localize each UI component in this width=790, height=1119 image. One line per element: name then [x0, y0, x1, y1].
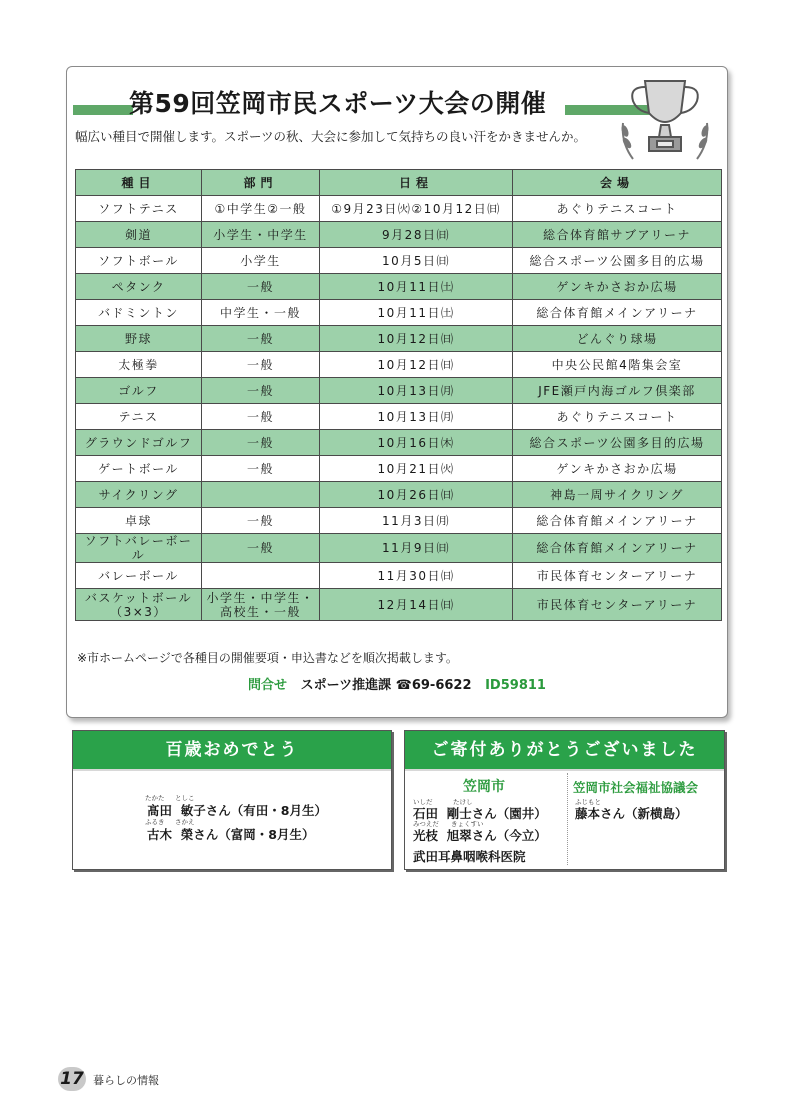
ruby-text: たけし	[453, 798, 473, 806]
cell-venue: ゲンキかさおか広場	[513, 456, 722, 482]
donor-detail: さん（新横島）	[600, 806, 688, 821]
cell-sport: 卓球	[76, 508, 202, 534]
table-row	[76, 274, 722, 300]
event-schedule-table	[75, 169, 722, 621]
table-row	[76, 404, 722, 430]
cell-date: ①9月23日㈫②10月12日㈰	[320, 196, 513, 222]
cell-sport: バドミントン	[76, 300, 202, 326]
ruby-text: さかえ	[175, 818, 195, 826]
cell-date: 11月9日㈰	[320, 534, 513, 563]
cell-sport: サイクリング	[76, 482, 202, 508]
cell-venue: あぐりテニスコート	[513, 196, 722, 222]
table-row	[76, 222, 722, 248]
cell-date: 10月12日㈰	[320, 326, 513, 352]
cell-venue: 総合体育館メインアリーナ	[513, 534, 722, 563]
contact-department: スポーツ推進課	[300, 678, 392, 693]
cell-date: 11月30日㈰	[320, 563, 513, 589]
centenarian-heading: 百歳おめでとう	[73, 731, 391, 771]
ruby-text: ふるき	[145, 818, 165, 826]
table-row	[76, 326, 722, 352]
ruby-text: きょくすい	[451, 820, 484, 828]
donor-surname: 藤本	[575, 806, 601, 821]
cell-venue: どんぐり球場	[513, 326, 722, 352]
welfare-column-heading: 笠岡市社会福祉協議会	[573, 780, 699, 795]
contact-line	[67, 674, 727, 693]
centenarian-person	[147, 825, 314, 843]
cell-division	[202, 563, 320, 589]
city-column-heading: 笠岡市	[463, 779, 505, 795]
ruby-text: ふじもと	[575, 798, 601, 806]
donor-organization: 武田耳鼻咽喉科医院	[413, 849, 526, 864]
cell-sport: ゴルフ	[76, 378, 202, 404]
cell-date: 12月14日㈰	[320, 589, 513, 621]
table-row	[76, 563, 722, 589]
table-row	[76, 482, 722, 508]
website-note: ※市ホームページで各種目の開催要項・申込書などを順次掲載します。	[77, 651, 458, 665]
table-header-row	[76, 170, 722, 196]
cell-sport: ゲートボール	[76, 456, 202, 482]
cell-venue: JFE瀬戸内海ゴルフ倶楽部	[513, 378, 722, 404]
cell-venue: あぐりテニスコート	[513, 404, 722, 430]
cell-division: 一般	[202, 508, 320, 534]
column-header-venue: 会場	[513, 170, 722, 196]
donor-detail: さん（園井）	[471, 806, 547, 821]
person-given-name: 敏子	[180, 803, 206, 818]
cell-division: 一般	[202, 404, 320, 430]
cell-date: 10月26日㈰	[320, 482, 513, 508]
cell-sport: ソフトバレーボール	[76, 534, 202, 563]
person-detail: さん（富岡・8月生）	[193, 827, 315, 842]
person-surname: 古木	[147, 827, 173, 842]
donor-entry	[413, 847, 526, 865]
donor-surname: 石田	[413, 806, 439, 821]
cell-venue: 総合体育館サブアリーナ	[513, 222, 722, 248]
cell-division: 一般	[202, 456, 320, 482]
cell-sport: テニス	[76, 404, 202, 430]
table-row	[76, 508, 722, 534]
centenarian-person	[147, 801, 327, 819]
cell-venue: 中央公民館4階集会室	[513, 352, 722, 378]
column-header-sport: 種目	[76, 170, 202, 196]
event-description: 幅広い種目で開催します。スポーツの秋、大会に参加して気持ちの良い汗をかきませんか。	[75, 129, 587, 144]
ruby-text: みつえだ	[413, 820, 439, 828]
title-underline-left	[73, 105, 133, 115]
cell-date: 10月16日㈭	[320, 430, 513, 456]
trophy-icon	[615, 73, 715, 167]
cell-date: 10月11日㈯	[320, 274, 513, 300]
cell-division: 一般	[202, 274, 320, 300]
donor-given-name: 旭翠	[446, 828, 472, 843]
cell-venue: 総合スポーツ公園多目的広場	[513, 248, 722, 274]
donor-surname: 光枝	[413, 828, 439, 843]
table-row	[76, 300, 722, 326]
table-row	[76, 196, 722, 222]
cell-date: 10月13日㈪	[320, 378, 513, 404]
contact-id: ID59811	[485, 678, 546, 693]
cell-date: 10月21日㈫	[320, 456, 513, 482]
table-row	[76, 534, 722, 563]
cell-date: 10月13日㈪	[320, 404, 513, 430]
cell-date: 10月11日㈯	[320, 300, 513, 326]
page-number: 17	[58, 1067, 86, 1091]
contact-phone: ☎69-6622	[395, 678, 472, 693]
cell-division: 小学生・中学生・ 高校生・一般	[202, 589, 320, 621]
cell-sport: 太極拳	[76, 352, 202, 378]
cell-venue: 総合体育館メインアリーナ	[513, 300, 722, 326]
table-row	[76, 589, 722, 621]
section-label: 暮らしの情報	[93, 1074, 159, 1087]
table-row	[76, 378, 722, 404]
ruby-text: たかた	[145, 794, 165, 802]
table-body	[76, 196, 722, 621]
table-row	[76, 352, 722, 378]
donations-heading: ご寄付ありがとうございました	[405, 731, 724, 771]
cell-sport: ソフトボール	[76, 248, 202, 274]
event-panel	[66, 66, 728, 718]
cell-division: 中学生・一般	[202, 300, 320, 326]
cell-venue: 市民体育センターアリーナ	[513, 563, 722, 589]
cell-division	[202, 482, 320, 508]
donor-entry	[413, 826, 547, 844]
cell-division: 一般	[202, 326, 320, 352]
cell-sport: 野球	[76, 326, 202, 352]
cell-division: 一般	[202, 430, 320, 456]
cell-sport: ペタンク	[76, 274, 202, 300]
cell-venue: 神島一周サイクリング	[513, 482, 722, 508]
column-header-division: 部門	[202, 170, 320, 196]
person-surname: 髙田	[147, 803, 173, 818]
page-title: 第59回笠岡市民スポーツ大会の開催	[129, 89, 547, 118]
donor-detail: さん（今立）	[471, 828, 547, 843]
cell-venue: 総合体育館メインアリーナ	[513, 508, 722, 534]
cell-venue: 市民体育センターアリーナ	[513, 589, 722, 621]
person-detail: さん（有田・8月生）	[205, 803, 327, 818]
cell-venue: 総合スポーツ公園多目的広場	[513, 430, 722, 456]
cell-sport: ソフトテニス	[76, 196, 202, 222]
ruby-text: としこ	[175, 794, 195, 802]
contact-label: 問合せ	[248, 678, 288, 693]
column-divider	[567, 773, 568, 865]
cell-division: ①中学生②一般	[202, 196, 320, 222]
cell-division: 小学生	[202, 248, 320, 274]
cell-sport: 剣道	[76, 222, 202, 248]
column-header-date: 日程	[320, 170, 513, 196]
centenarian-box	[72, 730, 392, 870]
cell-date: 10月12日㈰	[320, 352, 513, 378]
ruby-text: いしだ	[413, 798, 433, 806]
cell-sport: バレーボール	[76, 563, 202, 589]
cell-sport: グラウンドゴルフ	[76, 430, 202, 456]
table-row	[76, 430, 722, 456]
cell-date: 10月5日㈰	[320, 248, 513, 274]
donor-entry	[575, 804, 688, 822]
cell-division: 一般	[202, 378, 320, 404]
donations-box	[404, 730, 725, 870]
cell-sport: バスケットボール （3×3）	[76, 589, 202, 621]
cell-date: 11月3日㈪	[320, 508, 513, 534]
table-row	[76, 248, 722, 274]
cell-date: 9月28日㈰	[320, 222, 513, 248]
person-given-name: 榮	[180, 827, 194, 842]
cell-division: 一般	[202, 352, 320, 378]
cell-division: 一般	[202, 534, 320, 563]
cell-division: 小学生・中学生	[202, 222, 320, 248]
cell-venue: ゲンキかさおか広場	[513, 274, 722, 300]
donor-given-name: 剛士	[446, 806, 472, 821]
table-row	[76, 456, 722, 482]
